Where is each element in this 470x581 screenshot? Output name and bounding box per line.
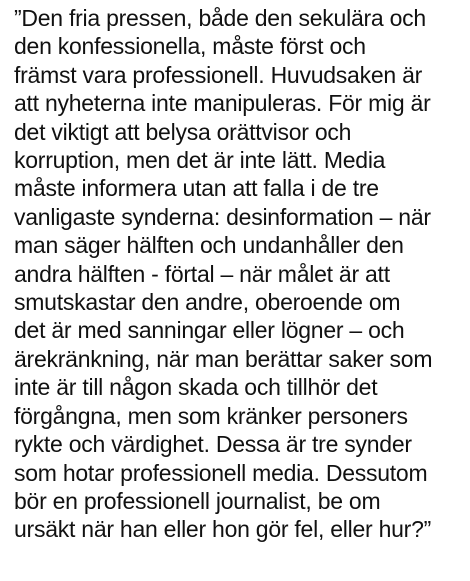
quote-line: andra hälften - förtal – när målet är att: [14, 260, 390, 287]
quote-line: bör en professionell journalist, be om: [14, 487, 381, 514]
quote-line: ärekränkning, när man berättar saker som: [14, 345, 433, 372]
quote-line: rykte och värdighet. Dessa är tre synder: [14, 431, 412, 458]
quote-line: den konfessionella, måste först och: [14, 33, 366, 60]
quote-line: förgångna, men som kränker personers: [14, 402, 408, 429]
quote-line: det är med sanningar eller lögner – och: [14, 317, 405, 344]
quote-line: att nyheterna inte manipuleras. För mig är: [14, 90, 431, 117]
quote-line: man säger hälften och undanhåller den: [14, 232, 404, 259]
quote-line: korruption, men det är inte lätt. Media: [14, 147, 386, 174]
quote-line: inte är till någon skada och tillhör det: [14, 374, 378, 401]
quote-line: som hotar professionell media. Dessutom: [14, 459, 428, 486]
quote-text-block: [14, 4, 460, 544]
quote-line: främst vara professionell. Huvudsaken är: [14, 61, 423, 88]
quote-line: ursäkt när han eller hon gör fel, eller hur?”: [14, 516, 432, 543]
quote-line: måste informera utan att falla i de tre: [14, 175, 379, 202]
quote-line: vanligaste synderna: desinformation – när: [14, 203, 431, 230]
quote-line: det viktigt att belysa orättvisor och: [14, 118, 352, 145]
quote-line: ”Den fria pressen, både den sekulära och: [14, 5, 426, 31]
quote-line: smutskastar den andre, oberoende om: [14, 289, 401, 316]
